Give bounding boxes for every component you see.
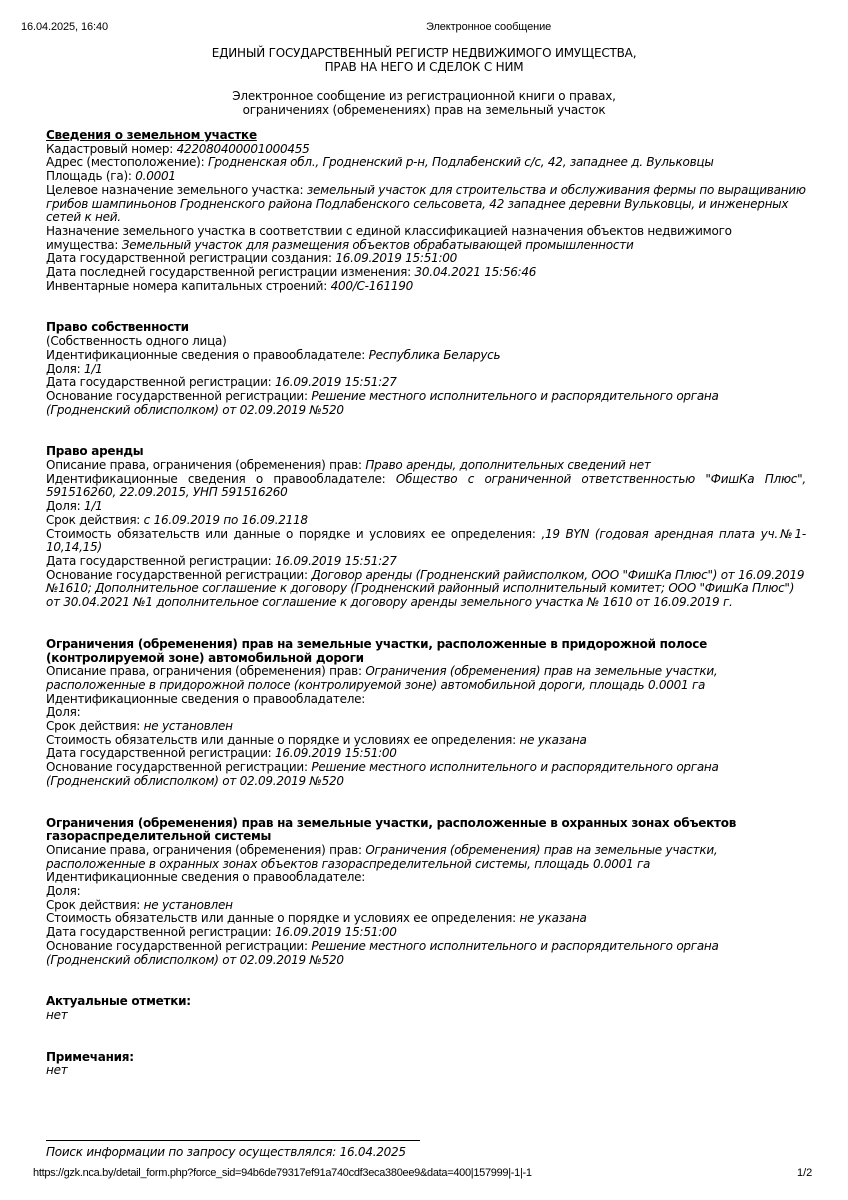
field-label: Стоимость обязательств или данные о порядке и условиях ее определения: [46, 526, 542, 541]
field-row [46, 170, 806, 184]
field-label: Кадастровый номер: [46, 141, 177, 156]
field-value: 16.09.2019 15:51:00 [274, 746, 397, 761]
field-row [46, 761, 806, 788]
field-value: 1/1 [83, 499, 103, 514]
field-value: Ограничения (обременения) прав на земельные участки, расположенные в придорожной полосе (контролируемой зоне) автомобильной дороги, площадь 0.0001 га [46, 664, 718, 692]
search-date-note: Поиск информации по запросу осуществлялся: 16.04.2025 [46, 1145, 406, 1159]
lease-section [46, 445, 806, 609]
field-row [46, 885, 806, 899]
field-value: Право аренды, дополнительных сведений нет [365, 458, 651, 473]
field-label: Основание государственной регистрации: [46, 760, 312, 775]
field-value: с 16.09.2019 по 16.09.2118 [143, 512, 308, 527]
current-marks-value: нет [46, 1007, 68, 1022]
field-label: Дата государственной регистрации: [46, 375, 275, 390]
ownership-note: (Собственность одного лица) [46, 334, 227, 349]
field-label: Идентификационные сведения о правообладателе: [46, 347, 369, 362]
field-label: Дата государственной регистрации: [46, 746, 275, 761]
field-row [46, 871, 806, 885]
field-label: Срок действия: [46, 719, 144, 734]
notes-section [46, 1051, 806, 1078]
field-value: Решение местного исполнительного и распорядительного органа (Гродненский облисполком) от 02.09.2019 №520 [46, 938, 719, 967]
field-label: Доля: [46, 705, 81, 720]
field-value: Решение местного исполнительного и распорядительного органа (Гродненский облисполком) от 02.09.2019 №520 [46, 760, 719, 788]
field-row [46, 390, 806, 417]
field-row [46, 225, 806, 252]
field-label: Назначение земельного участка в соответствии с единой классификацией назначения объектов недвижимого имущества: [46, 223, 732, 252]
cadastral-number: 422080400001000455 [176, 141, 310, 156]
section-title: Право аренды [46, 444, 144, 459]
field-label: Дата государственной регистрации: [46, 553, 275, 568]
field-label: Доля: [46, 884, 81, 899]
field-value: Общество с ограниченной ответственностью "ФишКа Плюс", 591516260, 22.09.2015, УНП 591516260 [46, 471, 806, 500]
field-label: Стоимость обязательств или данные о порядке и условиях ее определения: [46, 732, 520, 747]
field-row [46, 912, 806, 926]
print-header-title: Электронное сообщение [426, 21, 552, 33]
field-label: Основание государственной регистрации: [46, 388, 312, 403]
subtitle-line-2: ограничениях (обременениях) прав на земельный участок [242, 103, 606, 117]
section-title: Примечания: [46, 1049, 134, 1064]
classification-value: Земельный участок для размещения объектов обрабатывающей промышленности [121, 237, 634, 252]
section-title: Сведения о земельном участке [46, 128, 257, 142]
field-row [46, 747, 806, 761]
org-title-line-1: ЕДИНЫЙ ГОСУДАРСТВЕННЫЙ РЕГИСТР НЕДВИЖИМОГО ИМУЩЕСТВА, [211, 46, 637, 60]
page-number: 1/2 [797, 1167, 813, 1179]
field-row [46, 555, 806, 569]
field-row [46, 514, 806, 528]
field-label: Описание права, ограничения (обременения) прав: [46, 842, 366, 857]
field-label: Основание государственной регистрации: [46, 938, 312, 953]
footer-divider [46, 1140, 420, 1141]
area-value: 0.0001 [135, 169, 176, 184]
org-title-line-2: ПРАВ НА НЕГО И СДЕЛОК С НИМ [324, 60, 524, 74]
field-row [46, 734, 806, 748]
field-row [46, 706, 806, 720]
section-title: Право собственности [46, 320, 189, 335]
field-value: не указана [519, 911, 587, 926]
field-value: Республика Беларусь [368, 347, 501, 362]
field-value: ,19 BYN (годовая арендная плата уч.№1-10,14,15) [46, 526, 806, 555]
field-label: Описание права, ограничения (обременения) прав: [46, 458, 366, 473]
field-value: 16.09.2019 15:51:27 [274, 375, 397, 390]
field-row [46, 363, 806, 377]
field-value: не установлен [143, 719, 233, 734]
field-label: Срок действия: [46, 512, 144, 527]
field-row [46, 720, 806, 734]
field-label: Инвентарные номера капитальных строений: [46, 278, 331, 293]
field-label: Идентификационные сведения о правообладателе: [46, 471, 396, 486]
field-label: Доля: [46, 361, 84, 376]
field-label: Целевое назначение земельного участка: [46, 182, 307, 197]
field-row [46, 665, 806, 692]
field-row [46, 156, 806, 170]
field-label: Доля: [46, 499, 84, 514]
field-value: не указана [519, 732, 587, 747]
change-date-value: 30.04.2021 15:56:46 [414, 265, 537, 280]
field-label: Дата последней государственной регистрации изменения: [46, 265, 415, 280]
land-plot-section [46, 129, 806, 293]
gas-restriction-section [46, 817, 806, 968]
field-row [46, 143, 806, 157]
address-value: Гродненская обл., Гродненский р-н, Подлабенский с/с, 42, западнее д. Вульковцы [207, 155, 714, 170]
current-marks-section [46, 995, 806, 1022]
field-row [46, 926, 806, 940]
field-row [46, 500, 806, 514]
field-label: Идентификационные сведения о правообладателе: [46, 691, 366, 706]
field-row [46, 473, 806, 500]
field-value: не установлен [143, 897, 233, 912]
field-row [46, 280, 806, 294]
field-label: Дата государственной регистрации: [46, 925, 275, 940]
field-row [46, 899, 806, 913]
subtitle-line-1: Электронное сообщение из регистрационной книги о правах, [232, 89, 616, 103]
field-label: Адрес (местоположение): [46, 155, 208, 170]
field-label: Стоимость обязательств или данные о порядке и условиях ее определения: [46, 911, 520, 926]
field-value: 16.09.2019 15:51:00 [274, 925, 397, 940]
print-datetime: 16.04.2025, 16:40 [21, 21, 108, 33]
field-value: Договор аренды (Гродненский райисполком, ООО "ФишКа Плюс") от 16.09.2019 №1610; Дополнительное соглашение к договору (Гродненский районный исполнительный комитет; ООО "ФишКа Плюс") от 30.04.2021 №1 дополнительное соглашение к договору аренды земельного участка № 1610 от 16.09.2019 г. [46, 567, 805, 610]
organization-title [0, 46, 848, 74]
field-label: Площадь (га): [46, 169, 136, 184]
field-row [46, 459, 806, 473]
road-restriction-section [46, 638, 806, 789]
document-subtitle [0, 89, 848, 117]
field-label: Срок действия: [46, 897, 144, 912]
print-footer-url: https://gzk.nca.by/detail_form.php?force_sid=94b6de79317ef91a740cdf3eca380ee9&data=400|157999|-1|-1 [33, 1167, 532, 1179]
field-value: 16.09.2019 15:51:27 [274, 553, 397, 568]
field-value: Ограничения (обременения) прав на земельные участки, расположенные в охранных зонах объектов газораспределительной системы, площадь 0.0001 га [46, 842, 718, 871]
section-title: Актуальные отметки: [46, 994, 191, 1009]
section-title: Ограничения (обременения) прав на земельные участки, расположенные в охранных зонах объектов газораспределительной системы [46, 815, 737, 844]
field-label: Основание государственной регистрации: [46, 567, 312, 582]
field-row [46, 376, 806, 390]
field-value: 1/1 [83, 361, 103, 376]
field-label: Идентификационные сведения о правообладателе: [46, 870, 366, 885]
inventory-numbers-value: 400/С-161190 [330, 278, 414, 293]
field-label: Описание права, ограничения (обременения) прав: [46, 664, 366, 679]
field-row [46, 528, 806, 555]
field-row [46, 252, 806, 266]
field-label: Дата государственной регистрации создания: [46, 251, 336, 266]
field-value: Решение местного исполнительного и распорядительного органа (Гродненский облисполком) от 02.09.2019 №520 [46, 388, 719, 417]
field-row [46, 693, 806, 707]
field-row [46, 940, 806, 967]
field-row [46, 266, 806, 280]
document-body [46, 129, 806, 1078]
field-row [46, 569, 806, 610]
section-title: Ограничения (обременения) прав на земельные участки, расположенные в придорожной полосе (контролируемой зоне) автомобильной дороги [46, 636, 707, 665]
creation-date-value: 16.09.2019 15:51:00 [335, 251, 458, 266]
field-row [46, 844, 806, 871]
ownership-section [46, 321, 806, 417]
notes-value: нет [46, 1063, 68, 1078]
field-row [46, 349, 806, 363]
field-row [46, 184, 806, 225]
purpose-value: земельный участок для строительства и обслуживания фермы по выращиванию грибов шампиньонов Гродненского района Подлабенского сельсовета, 42 западнее деревни Вульковцы, и инженерных сетей к ней. [46, 182, 806, 225]
